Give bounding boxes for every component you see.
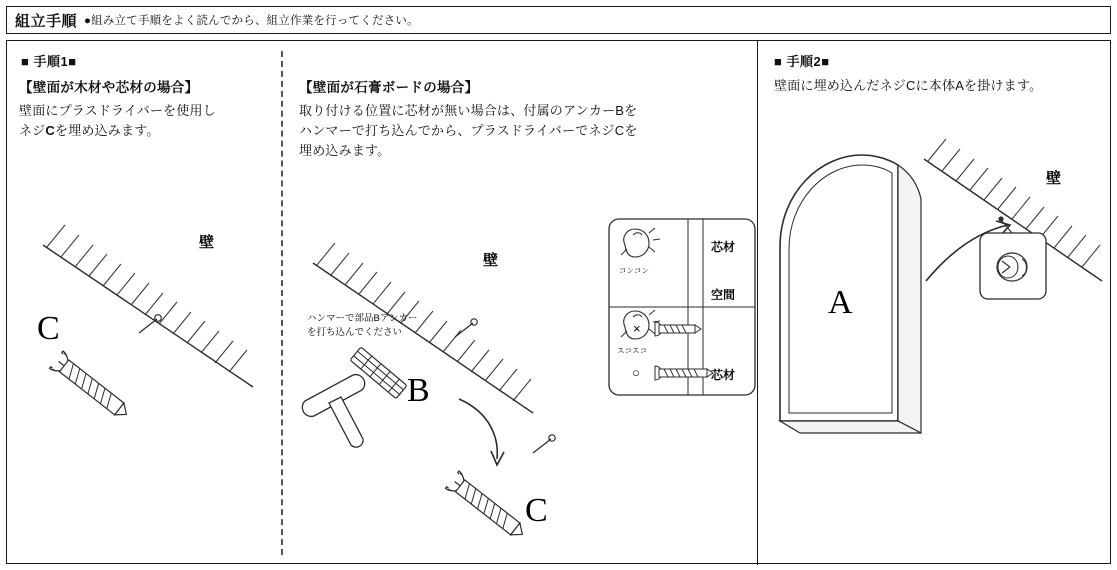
arrow-down-icon: [459, 399, 504, 465]
plasterboard-text-line2: ハンマーで打ち込んでから、プラスドライバーでネジCを: [299, 123, 638, 139]
knock-result-4: 芯材: [711, 368, 736, 382]
step1-text-line2: [19, 121, 269, 141]
knock-test-panel: [609, 219, 755, 395]
screw-c-icon-mid: [445, 471, 529, 543]
wall-hatch-icon: [47, 225, 247, 372]
page-title: 組立手順: [15, 12, 78, 30]
step1-text: [19, 101, 269, 141]
step1-screw-letter: C: [45, 123, 55, 139]
panel-step2: [758, 41, 1112, 565]
mark-circle: ○: [632, 365, 640, 380]
header-note: ●組み立て手順をよく読んでから、組立作業を行ってください。: [84, 15, 419, 27]
plasterboard-text: [299, 101, 751, 161]
panel-step1-plasterboard: [283, 41, 757, 565]
plasterboard-text-line1: 取り付ける位置に芯材が無い場合は、付属のアンカーBを: [299, 103, 638, 118]
anchor-label-b: B: [407, 372, 430, 409]
screw-detail-box: [980, 216, 1046, 299]
panel-step1-wood: [7, 41, 281, 565]
diagram-frame: [6, 40, 1111, 564]
hammer-note-line1: ハンマーで部品Bアンカー: [307, 313, 418, 324]
step2-illustration: [758, 121, 1112, 541]
screw-label-left: C: [37, 310, 60, 347]
step1-heading: 【壁面が木材や芯材の場合】: [19, 80, 199, 95]
step1-text-line1: 壁面にプラスドライバーを使用し: [19, 103, 216, 118]
step1-illustration: [7, 191, 281, 451]
header-bar: [6, 6, 1111, 34]
wall-label-right: 壁: [1046, 170, 1062, 187]
knock-sound-1: コンコン: [619, 266, 649, 275]
hammer-note-line2: を打ち込んでください: [307, 327, 403, 338]
body-label-a: A: [828, 284, 853, 321]
step2-text: 壁面に埋め込んだネジCに本体Aを掛けます。: [774, 78, 1043, 93]
anchor-hole-icon: [455, 319, 477, 337]
wall-label-mid: 壁: [483, 252, 499, 269]
step1-text-pre: ネジ: [19, 123, 46, 139]
screw-c-icon: [49, 315, 161, 423]
step1-label: ■ 手順1■: [21, 54, 77, 69]
screw-hole-icon-lower: [533, 435, 555, 453]
step1-text-post: を埋め込みます。: [55, 123, 160, 139]
knock-result-1: 芯材: [711, 240, 736, 254]
step2-label: ■ 手順2■: [774, 54, 830, 69]
knock-result-2: 空間: [711, 288, 736, 302]
plasterboard-illustration: [283, 201, 757, 561]
wall-label-left: 壁: [199, 234, 215, 251]
plasterboard-heading: 【壁面が石膏ボードの場合】: [299, 80, 479, 95]
knock-sound-2: スコスコ: [617, 346, 647, 355]
screw-label-mid: C: [525, 492, 548, 529]
mark-cross: ×: [633, 321, 641, 336]
plasterboard-text-line3: 埋め込みます。: [299, 143, 391, 159]
hammer-icon: [302, 375, 364, 448]
